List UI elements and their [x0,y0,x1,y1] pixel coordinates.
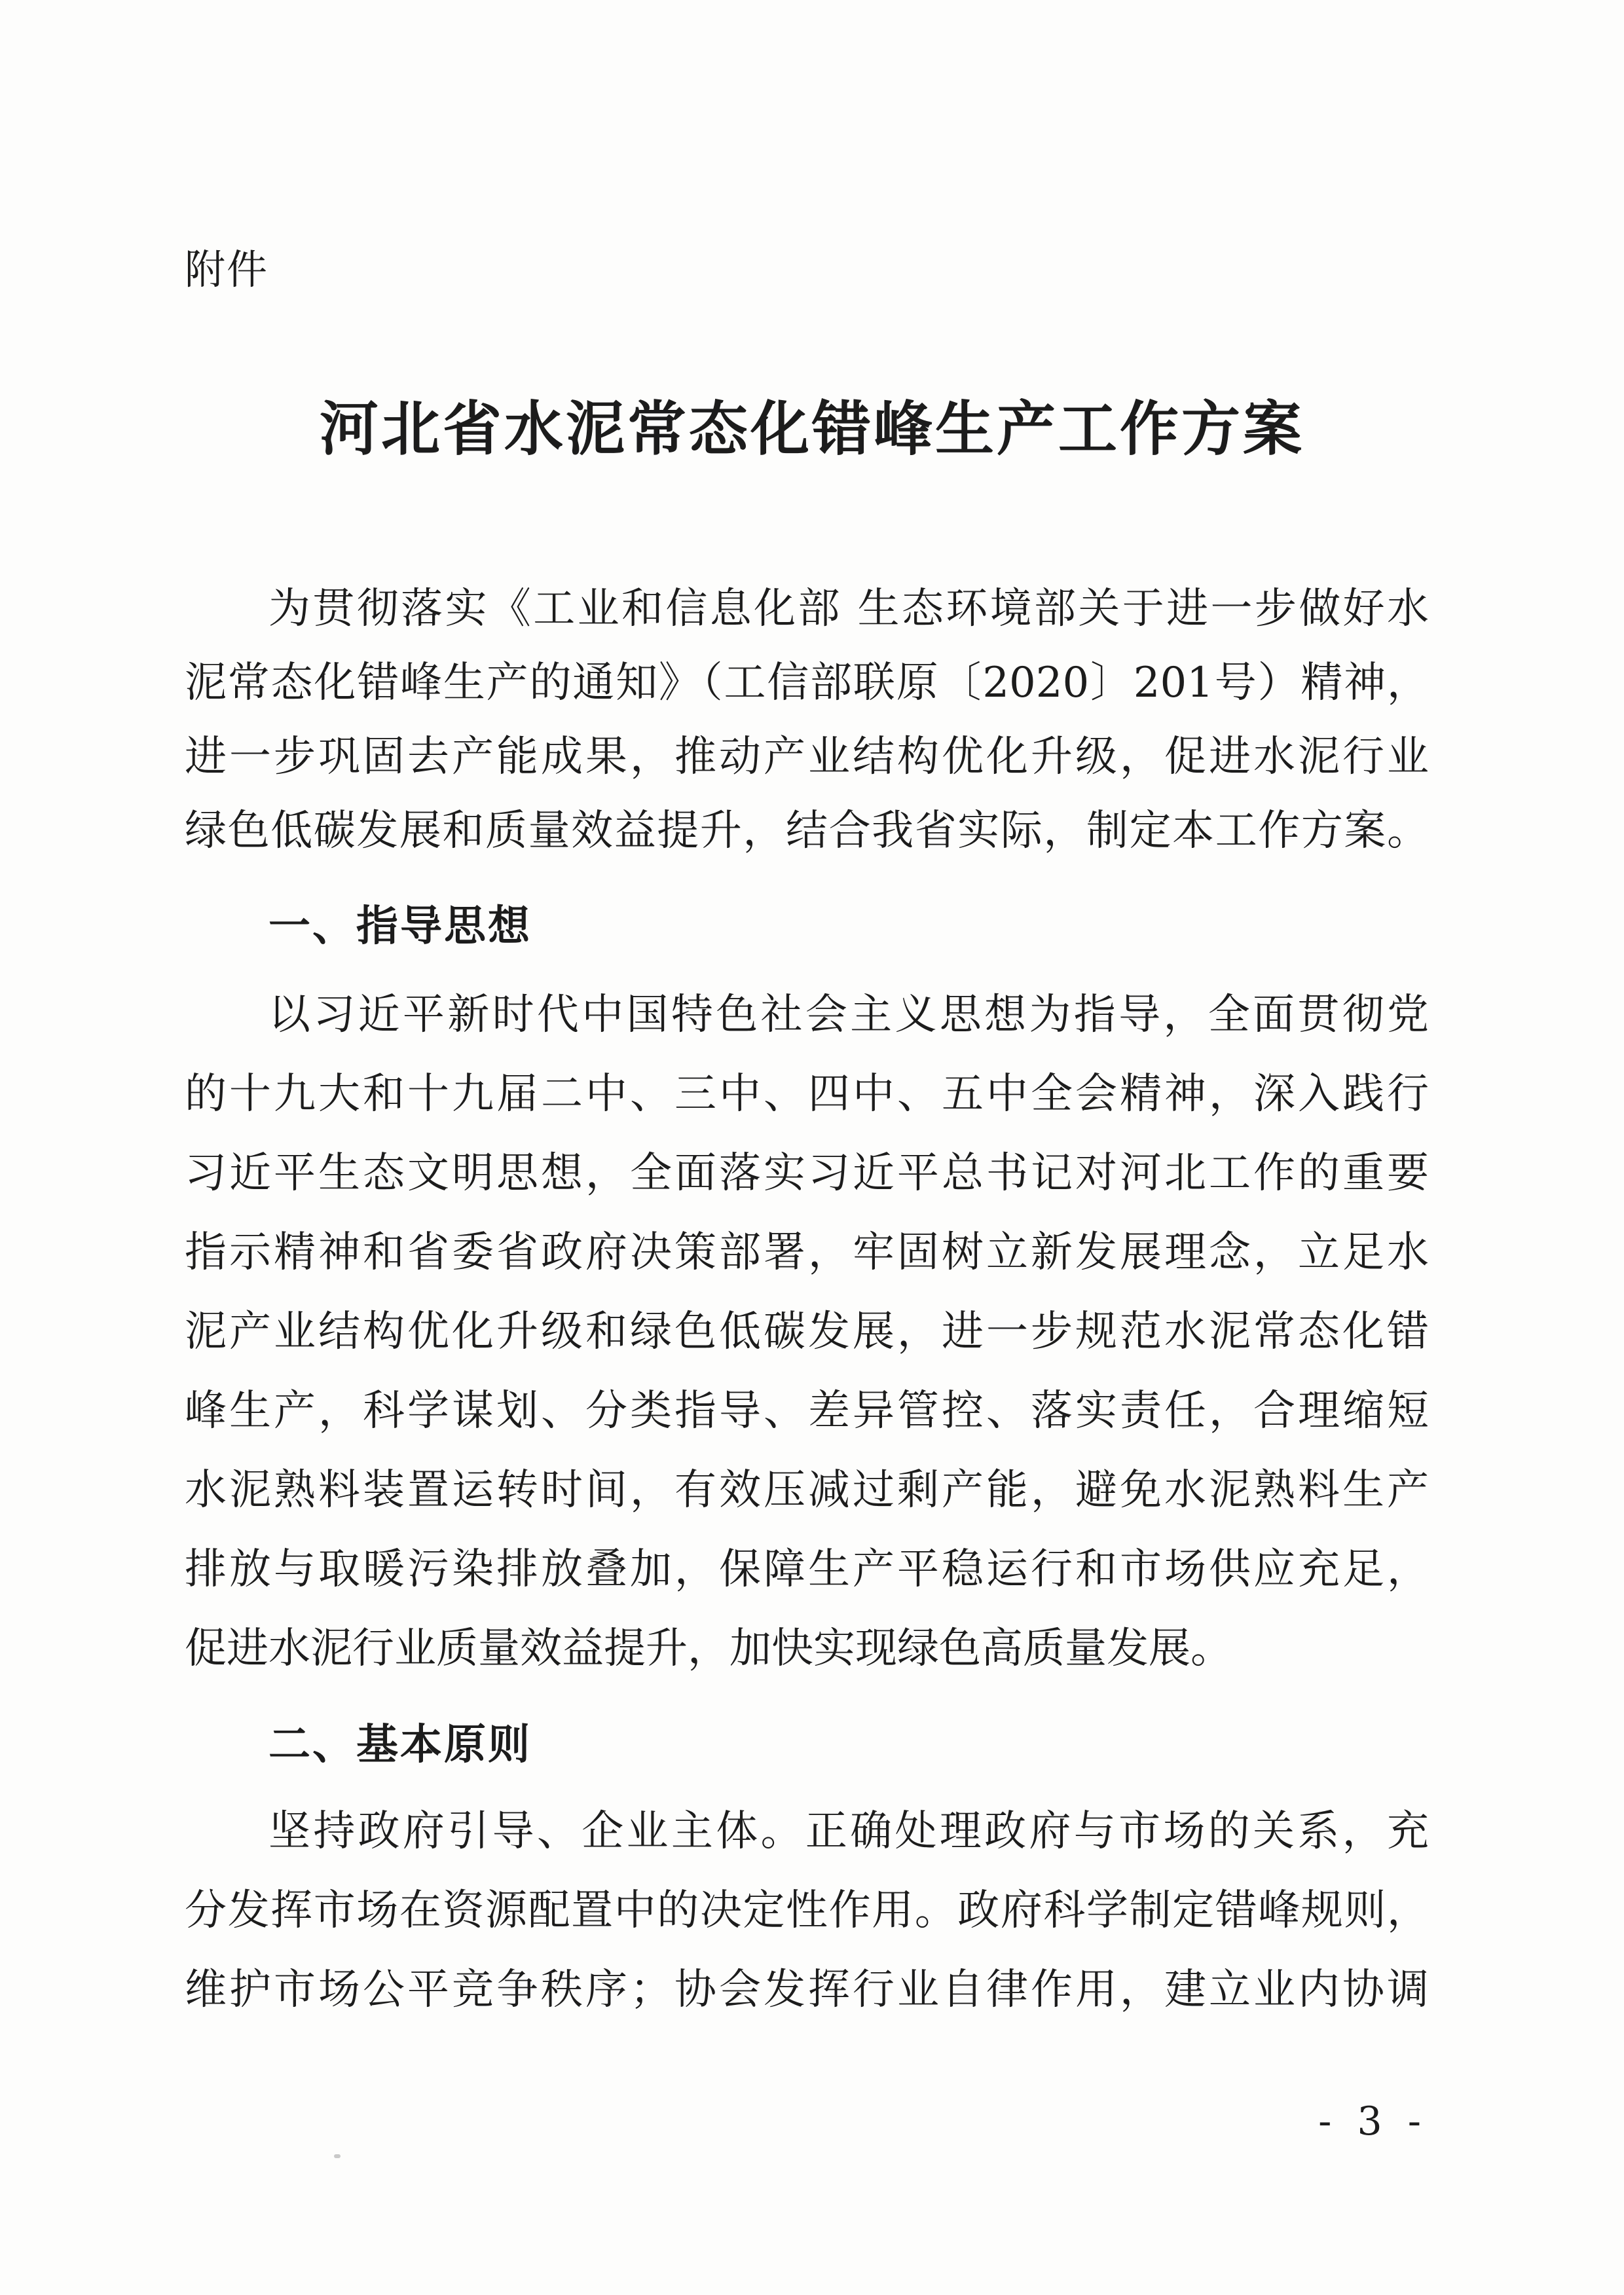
section2-line: 分发挥市场在资源配置中的决定性作用。政府科学制定错峰规则， [185,1886,1429,1935]
section2-line: 维护市场公平竞争秩序；协会发挥行业自律作用，建立业内协调 [185,1966,1429,2014]
section1-line: 习近平生态文明思想，全面落实习近平总书记对河北工作的重要 [185,1149,1429,1198]
section1-line: 的十九大和十九届二中、三中、四中、五中全会精神，深入践行 [185,1070,1429,1118]
intro-line: 进一步巩固去产能成果，推动产业结构优化升级，促进水泥行业 [185,733,1429,781]
scan-speck [334,2154,341,2158]
intro-line: 绿色低碳发展和质量效益提升，结合我省实际，制定本工作方案。 [185,807,1429,855]
section1-line: 水泥熟料装置运转时间，有效压减过剩产能，避免水泥熟料生产 [185,1466,1429,1515]
section1-line: 促进水泥行业质量效益提升，加快实现绿色高质量发展。 [185,1625,1232,1673]
section-heading-basic-principles: 二、基本原则 [268,1721,532,1769]
section1-line: 以习近平新时代中国特色社会主义思想为指导，全面贯彻党 [268,991,1429,1039]
section1-line: 泥产业结构优化升级和绿色低碳发展，进一步规范水泥常态化错 [185,1308,1429,1356]
section-heading-guiding-ideology: 一、指导思想 [268,902,532,951]
intro-line: 为贯彻落实《工业和信息化部 生态环境部关于进一步做好水 [268,585,1429,633]
section1-line: 排放与取暖污染排放叠加，保障生产平稳运行和市场供应充足， [185,1545,1429,1594]
section1-line: 指示精神和省委省政府决策部署，牢固树立新发展理念，立足水 [185,1228,1429,1277]
intro-line: 泥常态化错峰生产的通知》（工信部联原〔2020〕201号）精神， [185,659,1429,707]
section1-line: 峰生产，科学谋划、分类指导、差异管控、落实责任，合理缩短 [185,1387,1429,1435]
attachment-label: 附件 [185,246,269,293]
section2-line: 坚持政府引导、企业主体。正确处理政府与市场的关系，充 [268,1807,1429,1856]
document-title: 河北省水泥常态化错峰生产工作方案 [320,394,1304,464]
page-number: - 3 - [1318,2099,1428,2144]
